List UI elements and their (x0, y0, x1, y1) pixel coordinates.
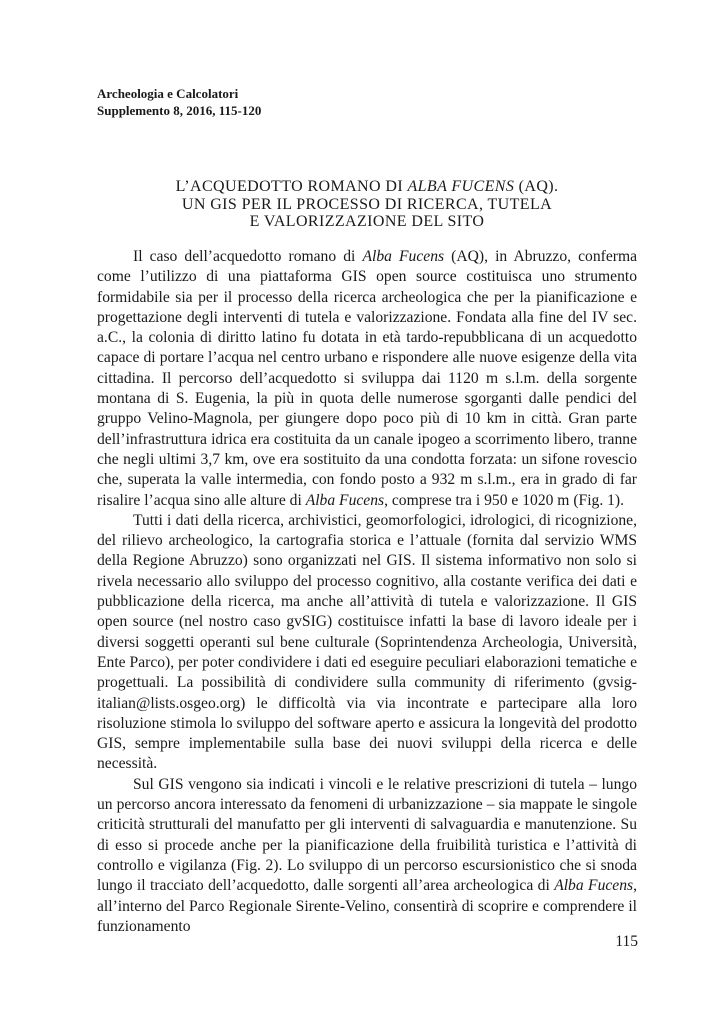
journal-name: Archeologia e Calcolatori (97, 86, 239, 101)
article-title (97, 178, 637, 231)
title-line-1-pre: L’ACQUEDOTTO ROMANO DI (175, 178, 408, 195)
title-line-2: UN GIS PER IL PROCESSO DI RICERCA, TUTELA (181, 195, 553, 213)
page-number: 115 (615, 933, 638, 950)
paragraph-1-text-a: Il caso dell’acquedotto romano di (133, 248, 363, 265)
paragraph-3-text-b: , all’interno del Parco Regionale Sirente-Velino, consentirà di scoprire e comprendere il funzionamento (97, 877, 637, 935)
paragraph-3-italic: Alba Fucens (554, 877, 634, 895)
title-line-1-italic: ALBA FUCENS (407, 178, 515, 195)
paragraph-1-text-b: (AQ), in Abruzzo, conferma come l’utilizzo di una piattaforma GIS open source costituisca uno strumento formidabile sia per il processo della ricerca archeologica che per la pianificazione e progettazione degli interventi di tutela e valorizzazione. Fondata alla fine del IV sec. a.C., la colonia di diritto latino fu dotata in età tardo-repubblicana di un acquedotto capace di portare l’acqua nel centro urbano e rispondere alle nuove esigenze della vita cittadina. Il percorso dell’acquedotto si sviluppa dai 1120 m s.l.m. della sorgente montana di S. Eugenia, la più in quota delle numerose sgorganti dalle pendici del gruppo Velino-Magnola, per giungere dopo poco più di 10 km in città. Gran parte dell’infrastruttura idrica era costituita da un canale ipogeo a scorrimento libero, tranne che negli ultimi 3,7 km, ove era sostituito da una condotta forzata: un sifone rovescio che, superata la valle intermedia, con fondo posto a 932 m s.l.m., era in grado di far risalire l’acqua sino alle alture di (97, 248, 637, 509)
paragraph-1 (97, 247, 637, 511)
journal-header (97, 85, 261, 119)
paragraph-3 (97, 775, 637, 937)
title-line-1-post: (AQ). (514, 178, 559, 195)
paragraph-2: Tutti i dati della ricerca, archivistici, geomorfologici, idrologici, di ricognizione, del rilievo archeologico, la cartografia storica e l’attuale (fornita dal servizio WMS della Regione Abruzzo) sono organizzati nel GIS. Il sistema informativo non solo si rivela necessario allo sviluppo del processo cognitivo, alla costante verifica dei dati e pubblicazione della ricerca, ma anche all’attività di tutela e valorizzazione. Il GIS open source (nel nostro caso gvSIG) costituisce infatti la base di lavoro ideale per i diversi soggetti operanti sul bene culturale (Soprintendenza Archeologia, Università, Ente Parco), per poter condividere i dati ed eseguire peculiari elaborazioni tematiche e progettuali. La possibilità di condividere sulla community di riferimento (gvsig-italian@lists.osgeo.org) le difficoltà via via incontrate e partecipare alla loro risoluzione stimola lo sviluppo del software aperto e assicura la longevità del prodotto GIS, sempre implementabile sulla base dei nuovi sviluppi della ricerca e delle necessità. (97, 511, 637, 773)
paragraph-1-text-c: , comprese tra i 950 e 1020 m (Fig. 1). (384, 491, 625, 509)
title-line-3: E VALORIZZAZIONE DEL SITO (249, 213, 485, 230)
paragraph-1-italic-a: Alba Fucens (362, 248, 445, 265)
article-body (97, 247, 637, 937)
title-line-1 (97, 178, 637, 196)
paragraph-1-italic-b: Alba Fucens (305, 491, 385, 509)
paragraph-3-text-a: Sul GIS vengono sia indicati i vincoli e le relative prescrizioni di tutela – lungo un percorso ancora interessato da fenomeni di urbanizzazione – sia mappate le singole criticità strutturali del manufatto per gli interventi di salvaguardia e manutenzione. Su di esso si procede anche per la pianificazione della fruibilità turistica e l’attività di controllo e vigilanza (Fig. 2). Lo sviluppo di un percorso escursionistico che si snoda lungo il tracciato dell’acquedotto, dalle sorgenti all’area archeologica di (97, 775, 637, 895)
journal-supplement: Supplemento 8, 2016, 115-120 (97, 103, 262, 118)
